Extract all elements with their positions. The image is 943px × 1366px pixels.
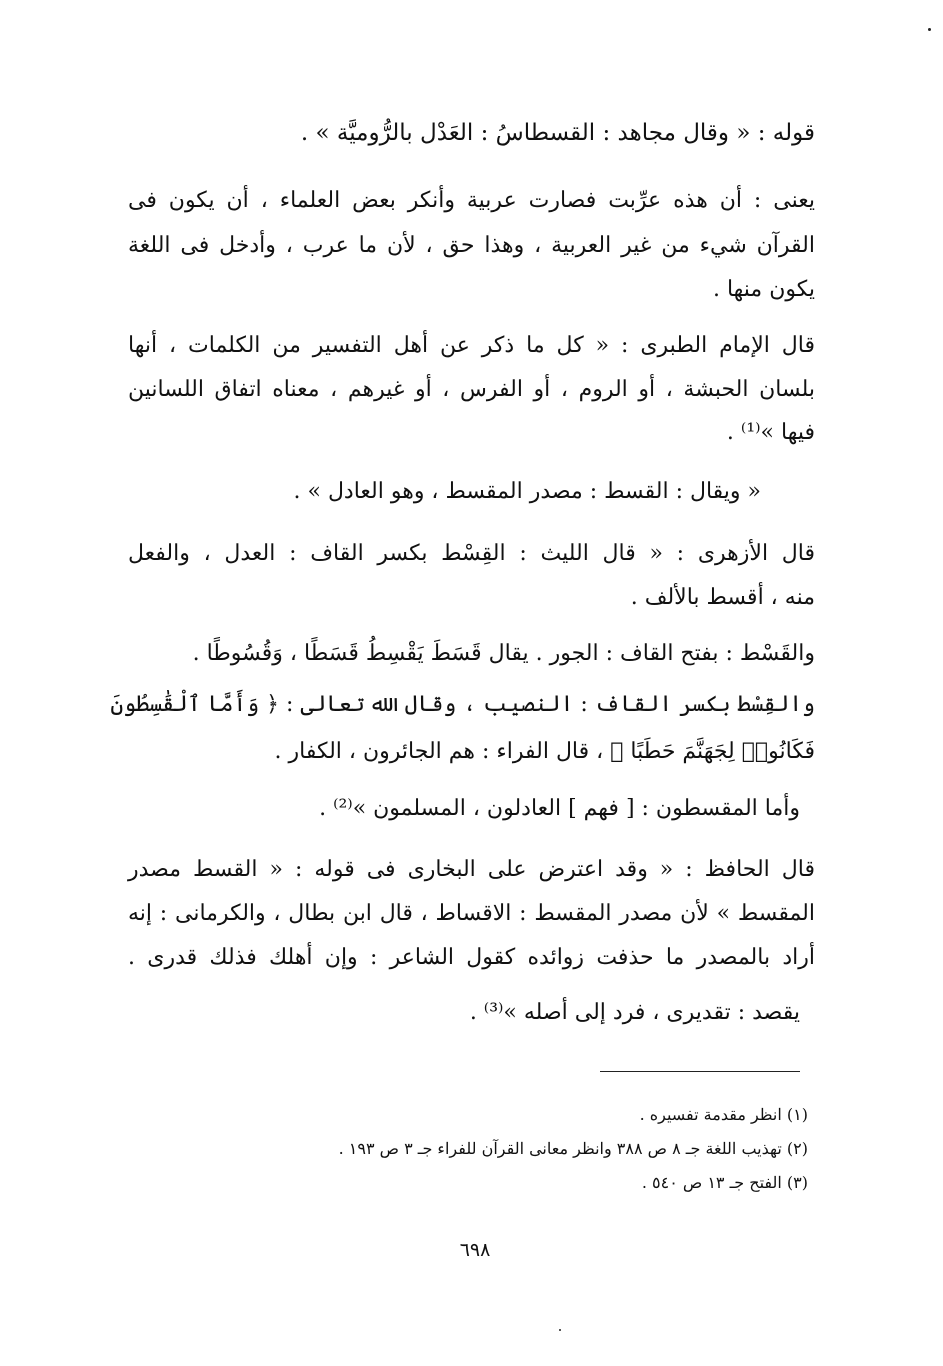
paragraph-4-line-2: منه ، أقسط بالألف . — [630, 585, 815, 610]
paragraph-9-line-1: يقصد : تقديرى ، فرد إلى أصله »⁽³⁾ . — [469, 1000, 800, 1025]
footnote-separator — [600, 1071, 800, 1072]
paragraph-1-line-1: يعنى : أن هذه عرِّبت فصارت عربية وأنكر بعض العلماء ، أن يكون فى — [128, 188, 815, 213]
paragraph-1-line-2: القرآن شيء من غير العربية ، وهذا حق ، لأن ما عرب ، وأدخل فى اللغة — [128, 233, 815, 258]
paragraph-2-line-1: قال الإمام الطبرى : « كل ما ذكر عن أهل التفسير من الكلمات ، أنها — [128, 333, 815, 358]
paragraph-6-line-1: والقِسْط بكسر القاف : النصيب ، وقال الله تعالى : ﴿ وَأَمَّا ٱلْقَٰسِطُونَ — [110, 692, 815, 717]
paragraph-2-line-2: بلسان الحبشة ، أو الروم ، أو الفرس ، أو غيرهم ، معناه اتفاق اللسانين — [128, 377, 815, 402]
paragraph-8-line-2: المقسط » لأن مصدر المقسط : الاقساط ، قال ابن بطال ، والكرمانى : إنه — [128, 901, 815, 926]
page-number: ٦٩٨ — [459, 1239, 491, 1261]
paragraph-6-line-2: فَكَانُوا۟ لِجَهَنَّمَ حَطَبًا ﴾ ، قال الفراء : هم الجائرون ، الكفار . — [274, 739, 815, 764]
paragraph-2-line-3: فيها »⁽¹⁾ . — [726, 420, 815, 445]
paragraph-4-line-1: قال الأزهرى : « قال الليث : القِسْط بكسر القاف : العدل ، والفعل — [128, 541, 815, 566]
paragraph-8-line-3: أراد بالمصدر ما حذفت زوائده كقول الشاعر : وإن أهلك فذلك قدرى . — [128, 945, 815, 970]
footnote-2: (٢) تهذيب اللغة جـ ٨ ص ٣٨٨ وانظر معانى القرآن للفراء جـ ٣ ص ١٩٣ . — [338, 1139, 808, 1158]
paragraph-5-line-1: والقَسْط : بفتح القاف : الجور . يقال قَسَطَ يَقْسِطُ قَسَطًا ، وَقُسُوطًا . — [192, 641, 815, 666]
paragraph-3-line-1: « ويقال : القسط : مصدر المقسط ، وهو العادل » . — [293, 479, 761, 504]
paragraph-8-line-1: قال الحافظ : « وقد اعترض على البخارى فى قوله : « القسط مصدر — [128, 857, 815, 882]
scan-speck — [928, 28, 931, 31]
scan-speck — [559, 1329, 561, 1331]
heading-line: قوله : « وقال مجاهد : القسطاسُ : العَدْل بالرُّوميَّة » . — [300, 120, 815, 146]
footnote-1: (١) انظر مقدمة تفسيره . — [639, 1105, 808, 1124]
footnote-3: (٣) الفتح جـ ١٣ ص ٥٤٠ . — [641, 1173, 808, 1192]
paragraph-1-line-3: يكون منها . — [712, 277, 815, 302]
paragraph-7-line-1: وأما المقسطون : [ فهم ] العادلون ، المسلمون »⁽²⁾ . — [319, 796, 800, 821]
